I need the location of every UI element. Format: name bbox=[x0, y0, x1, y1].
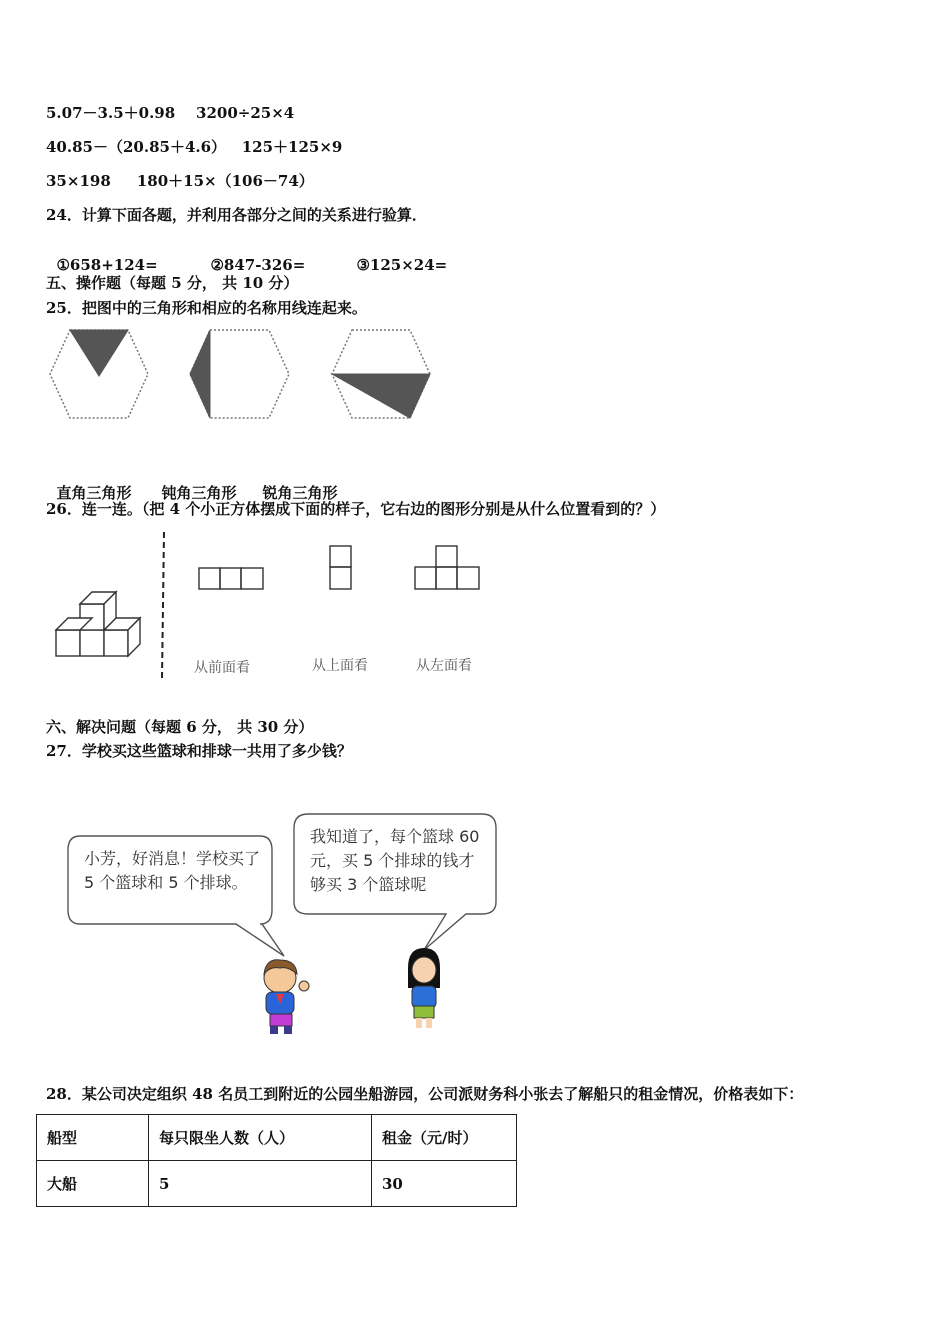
conversation-figure bbox=[66, 810, 506, 1040]
q24-item-2: ②847-326= bbox=[210, 256, 306, 274]
bubble-right-line-1: 我知道了，每个篮球 60 bbox=[310, 827, 480, 846]
price-table bbox=[36, 1114, 517, 1207]
bubble-left-line-2: 5 个篮球和 5 个排球。 bbox=[84, 873, 248, 892]
table-cell: 5 bbox=[149, 1161, 372, 1207]
q26-title: 26．连一连。（把 4 个小正方体摆成下面的样子，它右边的图形分别是从什么位置看到的？） bbox=[46, 500, 666, 518]
q24-item-3: ③125×24= bbox=[356, 256, 448, 274]
triangle-name-acute: 锐角三角形 bbox=[262, 484, 338, 502]
q24-item-1: ①658+124= bbox=[56, 256, 158, 274]
table-header-cell: 租金（元/时） bbox=[372, 1115, 517, 1161]
calc-line-1: 5.07－3.5＋0.98 3200÷25×4 bbox=[46, 104, 295, 122]
table-header-cell: 每只限坐人数（人） bbox=[149, 1115, 372, 1161]
q28-title: 28．某公司决定组织 48 名员工到附近的公园坐船游园，公司派财务科小张去了解船只的租金情况，价格表如下： bbox=[46, 1085, 804, 1103]
table-header-row bbox=[37, 1115, 517, 1161]
separator-dashed-line bbox=[162, 532, 164, 678]
hexagon-3-triangle bbox=[332, 374, 430, 418]
view-label-front: 从前面看 bbox=[194, 660, 250, 676]
bubble-left-line-1: 小芳，好消息！学校买了 bbox=[84, 849, 261, 868]
calc-line-2: 40.85－（20.85＋4.6） 125＋125×9 bbox=[46, 138, 343, 156]
table-header-cell: 船型 bbox=[37, 1115, 149, 1161]
section6-title: 六、解决问题（每题 6 分， 共 30 分） bbox=[46, 718, 314, 736]
table-cell: 大船 bbox=[37, 1161, 149, 1207]
cubes-figure bbox=[50, 530, 500, 690]
view-left bbox=[415, 546, 479, 589]
view-front bbox=[199, 568, 263, 589]
girl-figure bbox=[408, 948, 440, 1028]
q25-title: 25．把图中的三角形和相应的名称用线连起来。 bbox=[46, 299, 367, 317]
triangle-name-right: 直角三角形 bbox=[56, 484, 132, 502]
table-cell: 30 bbox=[372, 1161, 517, 1207]
view-top bbox=[330, 546, 351, 589]
hexagon-2-triangle bbox=[190, 330, 210, 418]
calc-line-3: 35×198 180＋15×（106－74） bbox=[46, 172, 314, 190]
bubble-right-line-3: 够买 3 个篮球呢 bbox=[310, 875, 427, 894]
view-label-top: 从上面看 bbox=[312, 658, 368, 674]
q24-items bbox=[46, 238, 447, 274]
boy-figure bbox=[264, 960, 309, 1034]
hexagon-1-triangle bbox=[70, 330, 128, 376]
hexagon-triangles-figure bbox=[40, 328, 460, 428]
bubble-right-line-2: 元，买 5 个排球的钱才 bbox=[310, 851, 475, 870]
table-row bbox=[37, 1161, 517, 1207]
triangle-name-obtuse: 钝角三角形 bbox=[161, 484, 237, 502]
q27-title: 27．学校买这些篮球和排球一共用了多少钱？ bbox=[46, 742, 352, 760]
q24-title: 24．计算下面各题，并利用各部分之间的关系进行验算． bbox=[46, 206, 427, 224]
section5-title: 五、操作题（每题 5 分， 共 10 分） bbox=[46, 274, 299, 292]
view-label-left: 从左面看 bbox=[416, 658, 472, 674]
